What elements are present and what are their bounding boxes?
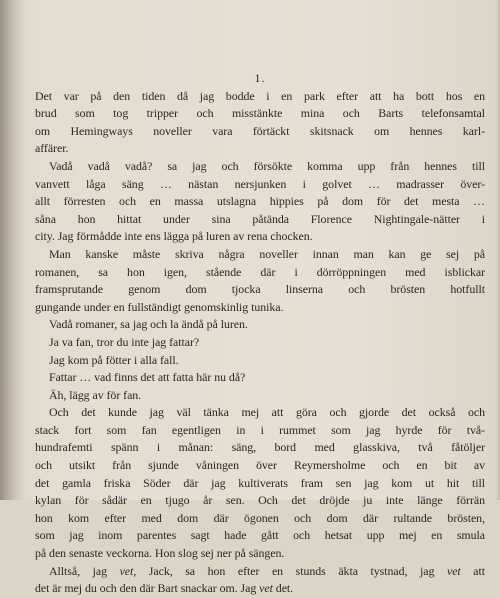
paragraph-line: kylan för sådär en tjugo år sen. Och det dröjde ju inte länge förrän	[35, 493, 485, 508]
paragraph-line: Man kanske måste skriva några noveller innan man kan ge sej på	[49, 246, 485, 261]
paragraph	[35, 316, 485, 334]
paragraph-line: Det var på den tiden då jag bodde i en park efter att ha bott hos en	[35, 88, 485, 103]
page-edge	[496, 0, 500, 500]
paragraph-line: det är mej du och den där Bart snackar om. Jag vet det.	[35, 581, 294, 596]
book-gutter-shadow	[0, 0, 26, 500]
paragraph	[35, 404, 485, 562]
paragraph	[35, 158, 485, 246]
paragraph-line: som jag inom parentes sagt hade gått och hetsat upp mej en smula	[35, 528, 485, 543]
paragraph	[35, 369, 485, 387]
paragraph-line: såna hon hittat under sina påtända Florence Nightingale-nätter i	[35, 211, 485, 226]
paragraphs	[35, 88, 485, 563]
paragraph-line: hundrafemti spänn i månan: säng, bord med glasskiva, två fåtöljer	[35, 440, 485, 455]
paragraph	[35, 88, 485, 158]
paragraph-line: på den senaste veckorna. Hon slog sej ner på sängen.	[35, 546, 285, 561]
paragraph-line: romanen, sa hon igen, stående där i dörröppningen med isblickar	[35, 264, 485, 279]
paragraph-line: Vadå vadå vadå? sa jag och försökte komma upp från hennes till	[49, 158, 485, 173]
paragraph-line: Och det kunde jag väl tänka mej att göra och gjorde det också och	[49, 405, 485, 420]
paragraph-line: Alltså, jag vet, Jack, sa hon efter en stunds äkta tystnad, jag vet att	[49, 563, 485, 578]
paragraph	[35, 387, 485, 405]
paragraph-line: hon kom efter med dom där ögonen och dom där rultande brösten,	[35, 510, 485, 525]
paragraph	[35, 246, 485, 316]
paragraph-line: stack fort som fan egentligen in i rummet som jag hyrde för två-	[35, 422, 485, 437]
paragraph-line: affärer.	[35, 141, 69, 156]
paragraph-line: det gamla friska Söder där jag kultiverats fram sen jag kom ut hit till	[35, 475, 485, 490]
paragraph-line: brud som tog tripper och misstänkte mina och Barts telefonsamtal	[35, 106, 485, 121]
paragraph-line: Jag kom på fötter i alla fall.	[49, 352, 179, 367]
paragraph	[35, 334, 485, 352]
book-page-text	[35, 70, 485, 598]
paragraph-last	[35, 563, 485, 598]
paragraph-line: Vadå romaner, sa jag och la ändå på luren.	[49, 317, 248, 332]
paragraph-line: gungande under en fullständigt genomskinlig tunika.	[35, 299, 284, 314]
paragraph-line: framsprutande genom dom tjocka linserna och brösten hotfullt	[35, 282, 485, 297]
paragraph-line: vanvett låga säng … nästan nersjunken i golvet … madrasser över-	[35, 176, 485, 191]
paragraph-line: city. Jag förmådde inte ens lägga på luren av rena chocken.	[35, 229, 313, 244]
paragraph-line: allt förresten och en massa utslagna hippies på dom för det mesta …	[35, 194, 485, 209]
chapter-number: 1.	[254, 71, 266, 85]
paragraph-line: Äh, lägg av för fan.	[49, 387, 142, 402]
paragraph-line: Fattar … vad finns det att fatta här nu då?	[49, 370, 246, 385]
paragraph-line: Ja va fan, tror du inte jag fattar?	[49, 334, 200, 349]
paragraph-line: om Hemingways noveller vara förtäckt skitsnack om hennes karl-	[35, 123, 485, 138]
paragraph-line: och utsikt från sjunde våningen över Reymersholme och en bit av	[35, 458, 485, 473]
paragraph	[35, 352, 485, 370]
